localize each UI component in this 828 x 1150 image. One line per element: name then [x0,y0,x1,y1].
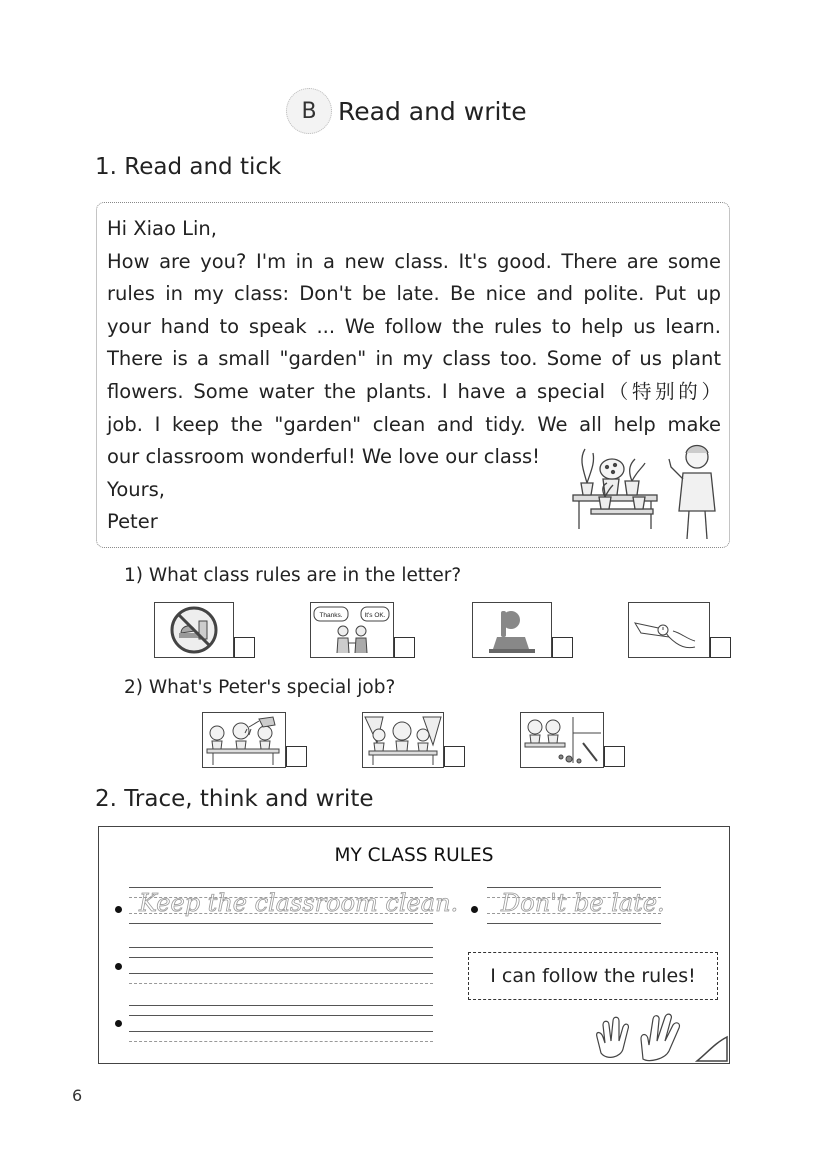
watering-plants-icon [203,713,285,767]
motto-box: I can follow the rules! [468,952,718,1000]
writing-line [487,923,661,924]
class-rules-box [98,826,730,1064]
letter-line: our classroom wonderful! We love our class! [107,445,540,469]
section-badge: B [286,88,332,134]
messy-garden-icon [521,713,603,767]
writing-line [129,923,433,924]
letter-line: flowers. Some water the plants. I have a special（特别的） [107,379,721,403]
option-raise-hand [472,602,552,658]
tick-box[interactable] [604,746,625,767]
writing-line [129,1041,433,1042]
letter-signature: Peter [107,510,158,534]
option-water-plants [202,712,286,768]
writing-line [129,887,433,888]
writing-line [129,973,433,974]
hands-illustration [593,1003,729,1063]
bubble-thanks: Thanks. [319,612,343,619]
bullet [115,963,122,970]
bullet [115,1020,122,1027]
task1-title: 1. Read and tick [95,154,282,180]
writing-line [487,887,661,888]
tick-box[interactable] [552,637,573,658]
letter-box [96,202,730,548]
bullet [115,906,122,913]
letter-line: How are you? I'm in a new class. It's good. There are some [107,249,721,273]
section-header [286,88,527,134]
letter-line: There is a small "garden" in my class too. Some of us plant [107,347,721,371]
letter-line: your hand to speak ... We follow the rules to help us learn. [107,314,721,338]
tick-box[interactable] [286,746,307,767]
trace-rule-1[interactable]: Keep the classroom clean. [139,889,459,917]
bubble-its-ok: It's OK. [364,612,386,619]
letter-line: rules in my class: Don't be late. Be nice and polite. Put up [107,282,721,306]
letter-line: job. I keep the "garden" clean and tidy. We all help make [107,412,721,436]
raise-hand-icon [473,603,551,657]
letter-greeting: Hi Xiao Lin, [107,217,217,240]
tick-box[interactable] [444,746,465,767]
writing-line [129,983,433,984]
option-polite [310,602,394,658]
peter-garden-illustration [565,439,725,543]
question-2: 2) What's Peter's special job? [124,677,396,698]
page-number: 6 [72,1086,83,1105]
option-no-food [154,602,234,658]
tick-box[interactable] [394,637,415,658]
no-food-icon [155,603,233,657]
trace-rule-2[interactable]: Don't be late. [501,889,665,917]
writing-line [129,1005,433,1006]
section-title: Read and write [338,96,527,126]
writing-line [129,1031,433,1032]
option-on-time [628,602,710,658]
writing-line [129,947,433,948]
question-1: 1) What class rules are in the letter? [124,565,462,586]
watch-time-icon [629,603,709,657]
bullet [471,906,478,913]
letter-closing: Yours, [107,477,165,501]
tick-box[interactable] [710,637,731,658]
option-messy-garden [520,712,604,768]
option-plant-shelf [362,712,444,768]
task2-title: 2. Trace, think and write [95,786,374,812]
writing-line [129,957,433,958]
writing-line [129,1015,433,1016]
plant-shelf-icon [363,713,443,767]
thanks-its-ok-icon [311,603,393,657]
rules-box-title: MY CLASS RULES [334,845,494,866]
tick-box[interactable] [234,637,255,658]
